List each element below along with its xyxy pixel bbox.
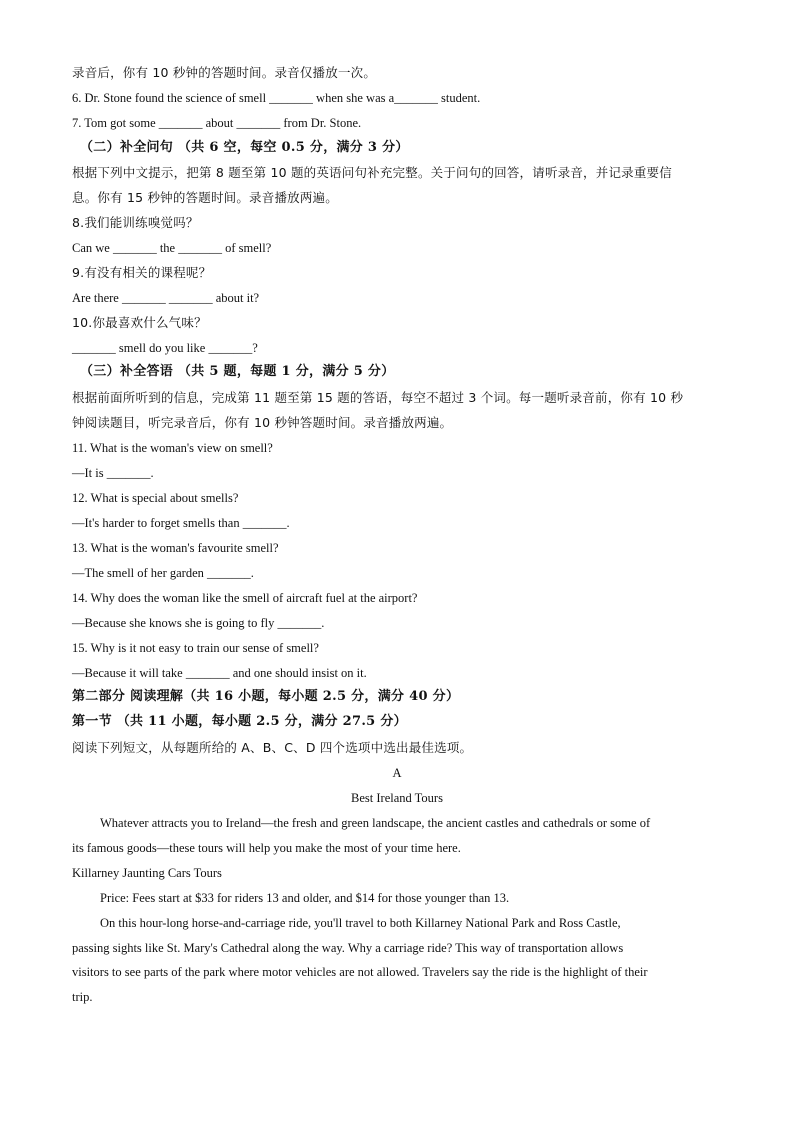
text-line: visitors to see parts of the park where motor vehicles are not allowed. Travelers say the ride is the highlight of their [72, 965, 648, 979]
text-line: —Because it will take _______ and one should insist on it. [72, 666, 367, 680]
text-line: 12. What is special about smells? [72, 491, 239, 505]
text-line: 8.我们能训练嗅觉吗？ [72, 215, 199, 230]
text-line: Price: Fees start at $33 for riders 13 and older, and $14 for those younger than 13. [100, 891, 510, 905]
text-line: —Because she knows she is going to fly _______. [72, 616, 325, 630]
text-line: 11. What is the woman's view on smell? [72, 441, 273, 455]
text-line: （二）补全问句 （共 6 空，每空 0.5 分，满分 3 分） [80, 140, 409, 155]
text-line: 根据前面所听到的信息，完成第 11 题至第 15 题的答语，每空不超过 3 个词。每一题听录音前，你有 10 秒 [72, 390, 684, 405]
text-line: —The smell of her garden _______. [72, 566, 254, 580]
text-line: 息。你有 15 秒钟的答题时间。录音播放两遍。 [72, 190, 338, 205]
text-line: 6. Dr. Stone found the science of smell _______ when she was a_______ student. [72, 91, 481, 105]
text-line: Can we _______ the _______ of smell? [72, 241, 272, 255]
text-line: A [392, 766, 402, 780]
text-line: 阅读下列短文，从每题所给的 A、B、C、D 四个选项中选出最佳选项。 [72, 740, 473, 755]
text-line: 7. Tom got some _______ about _______ from Dr. Stone. [72, 116, 362, 130]
text-line: Are there _______ _______ about it? [72, 291, 260, 305]
text-line: （三）补全答语 （共 5 题，每题 1 分，满分 5 分） [80, 364, 395, 379]
text-line: 9.有没有相关的课程呢？ [72, 265, 212, 280]
text-line: 第二部分 阅读理解（共 16 小题，每小题 2.5 分，满分 40 分） [72, 689, 460, 704]
text-line: trip. [72, 990, 93, 1004]
text-line: —It is _______. [72, 466, 154, 480]
text-line: 第一节 （共 11 小题，每小题 2.5 分，满分 27.5 分） [72, 714, 407, 729]
text-line: 14. Why does the woman like the smell of aircraft fuel at the airport? [72, 591, 418, 605]
text-line: 钟阅读题目，听完录音后，你有 10 秒钟答题时间。录音播放两遍。 [72, 415, 453, 430]
text-line: Killarney Jaunting Cars Tours [72, 866, 222, 880]
text-line: On this hour-long horse-and-carriage ride, you'll travel to both Killarney National Park and Ross Castle, [100, 916, 621, 930]
text-line: _______ smell do you like _______? [72, 341, 258, 355]
text-line: Best Ireland Tours [351, 791, 443, 805]
text-line: 根据下列中文提示，把第 8 题至第 10 题的英语问句补充完整。关于问句的回答，请听录音，并记录重要信 [72, 165, 672, 180]
text-line: passing sights like St. Mary's Cathedral along the way. Why a carriage ride? This way of transportation allows [72, 941, 624, 955]
text-line: its famous goods—these tours will help you make the most of your time here. [72, 841, 461, 855]
text-line: 录音后，你有 10 秒钟的答题时间。录音仅播放一次。 [72, 65, 377, 80]
text-line: —It's harder to forget smells than _______. [72, 516, 290, 530]
text-line: 13. What is the woman's favourite smell? [72, 541, 279, 555]
text-line: Whatever attracts you to Ireland—the fresh and green landscape, the ancient castles and cathedrals or some of [100, 816, 651, 830]
text-line: 10.你最喜欢什么气味？ [72, 315, 207, 330]
text-line: 15. Why is it not easy to train our sense of smell? [72, 641, 319, 655]
